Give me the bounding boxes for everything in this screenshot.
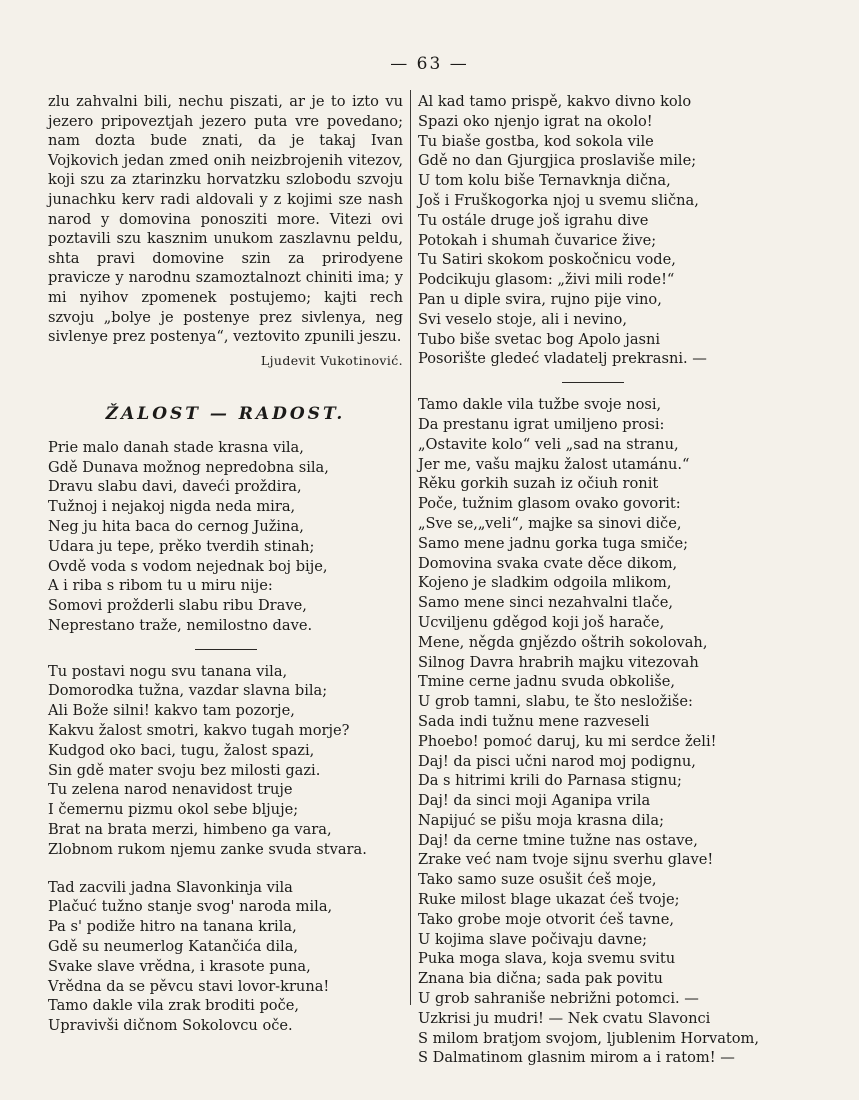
stanza-1 [48, 438, 403, 636]
stanza-gap [48, 860, 403, 878]
verse-line: U grob sahraniše nebrižni potomci. — [418, 990, 699, 1008]
verse-line: Tu zelena narod nenavidost truje [48, 781, 293, 799]
verse-line: Ovdě voda s vodom nejednak boj bije, [48, 557, 328, 575]
verse-line: Da prestanu igrat umiljeno prosi: [418, 415, 665, 433]
verse-line: Rěku gorkih suzah iz očiuh ronit [418, 475, 659, 493]
stanza-3 [48, 878, 403, 1036]
verse-line: Potokah i shumah čuvarice žive; [418, 231, 657, 249]
stanza-separator [562, 382, 624, 383]
verse-line: Svi veselo stoje, ali i nevino, [418, 310, 627, 328]
verse-line: Znana bia dična; sada pak povitu [418, 970, 663, 988]
verse-line: Napijuć se pišu moja krasna dila; [418, 811, 665, 829]
verse-line: Silnog Davra hrabrih majku vitezovah [418, 653, 699, 671]
verse-line: S milom bratjom svojom, ljublenim Horvatom, [418, 1029, 760, 1047]
verse-line: Svake slave vrědna, i krasote puna, [48, 957, 311, 975]
verse-line: U grob tamni, slabu, te što nesložiše: [418, 693, 693, 711]
verse-line: Tužnoj i nejakoj nigda neda mira, [48, 498, 296, 516]
verse-line: Tamo dakle vila zrak broditi poče, [48, 997, 300, 1015]
verse-line: Al kad tamo prispě, kakvo divno kolo [418, 93, 692, 110]
verse-line: Tmine cerne jadnu svuda obkoliše, [418, 673, 676, 691]
verse-line: Tu postavi nogu svu tanana vila, [48, 662, 288, 680]
verse-line: „Ostavite kolo“ veli „sad na stranu, [418, 435, 679, 453]
stanza-2 [48, 662, 403, 860]
verse-line: Somovi prožderli slabu ribu Drave, [48, 597, 307, 615]
verse-line: Tubo biše svetac bog Apolo jasni [418, 330, 661, 348]
verse-line: Domorodka tužna, vazdar slavna bila; [48, 682, 328, 700]
verse-line: Phoebo! pomoć daruj, ku mi serdce želi! [418, 732, 717, 750]
verse-line: Sada indi tužnu mene razveseli [418, 712, 650, 730]
verse-line: Tad zacvili jadna Slavonkinja vila [48, 878, 293, 896]
verse-line: Uzkrisi ju mudri! — Nek cvatu Slavonci [418, 1009, 711, 1027]
verse-line: Još i Fruškogorka njoj u svemu slična, [418, 191, 699, 209]
verse-line: Tu biaše gostba, kod sokola vile [418, 132, 654, 150]
verse-line: Domovina svaka cvate děce dikom, [418, 554, 678, 572]
verse-line: Ucviljenu gděgod koji još harače, [418, 613, 665, 631]
verse-line: Tako samo suze osušit ćeš moje, [418, 871, 657, 889]
left-column [48, 92, 403, 1036]
poem-title: ŽALOST — RADOST. [105, 403, 346, 424]
verse-line: Podcikuju glasom: „živi mili rode!“ [418, 271, 675, 289]
verse-line: Tu Satiri skokom poskočnicu vode, [418, 251, 676, 269]
verse-line: Kudgod oko baci, tugu, žalost spazi, [48, 741, 315, 759]
verse-line: Zrake već nam tvoje sijnu sverhu glave! [418, 851, 714, 869]
prose-block [48, 92, 403, 347]
verse-line: Dravu slabu davi, daveći proždira, [48, 478, 302, 496]
verse-line: Udara ju tepe, prěko tverdih stinah; [48, 537, 315, 555]
verse-line: Prie malo danah stade krasna vila, [48, 438, 304, 456]
verse-line: Neprestano traže, nemilostno dave. [48, 616, 313, 634]
verse-line: Daj! da pisci učni narod moj podignu, [418, 752, 696, 770]
verse-line: Neg ju hita baca do cernog Južina, [48, 517, 304, 535]
right-column [418, 92, 768, 1068]
verse-line: Daj! da sinci moji Aganipa vrila [418, 792, 651, 810]
verse-line: Gdě Dunava možnog nepredobna sila, [48, 458, 329, 476]
verse-line: Sin gdě mater svoju bez milosti gazi. [48, 761, 321, 779]
verse-line: „Sve se,„veli“, majke sa sinovi diče, [418, 514, 682, 532]
verse-line: Posorište gledeć vladatelj prekrasni. — [418, 350, 707, 368]
verse-line: I čemernu pizmu okol sebe bljuje; [48, 801, 299, 819]
verse-line: Upravivši dičnom Sokolovcu oče. [48, 1017, 293, 1035]
prose-paragraph: zlu zahvalni bili, nechu piszati, ar je to izto vu jezero pripoveztjah jezero puta vre povedano; nam dozta bude znati, da je takaj Ivan Vojkovich jedan zmed onih neizbrojenih vitezov, koji szu za ztarinzku horvatzku szlobodu szvoju junachku kerv radi aldovali y z kojimi sze nash narod y domovina ponosziti more. Vitezi ovi poztavili szu kasznim unukom zaszlavnu peldu, shta pravi domovine szin za prirodyene pravicze y narodnu szamoztalnozt chiniti ima; y mi nyihov zpomenek postujemo; kajti rech szvoju „bolye je postenye prez sivlenya, neg sivlenye prez postenya“, veztovito zpunili jeszu. [48, 93, 403, 346]
verse-line: Ruke milost blage ukazat ćeš tvoje; [418, 891, 680, 909]
verse-line: U kojima slave počivaju davne; [418, 930, 648, 948]
stanza-4 [418, 92, 768, 369]
verse-line: Kakvu žalost smotri, kakvo tugah morje? [48, 722, 350, 740]
verse-line: Mene, něgda gnjězdo oštrih sokolovah, [418, 633, 708, 651]
verse-line: Tu ostále druge još igrahu dive [418, 211, 649, 229]
verse-line: Pan u diple svira, rujno pije vino, [418, 290, 662, 308]
verse-line: Pa s' podiže hitro na tanana krila, [48, 918, 297, 936]
verse-line: Gdě no dan Gjurgjica proslaviše mile; [418, 152, 697, 170]
stanza-5 [418, 395, 768, 1068]
verse-line: S Dalmatinom glasnim mirom a i ratom! — [418, 1049, 735, 1067]
verse-line: Spazi oko njenjo igrat na okolo! [418, 112, 653, 130]
verse-line: Samo mene sinci nezahvalni tlače, [418, 594, 673, 612]
verse-line: Ali Bože silni! kakvo tam pozorje, [48, 702, 295, 720]
verse-line: Jer me, vašu majku žalost utamánu.“ [418, 455, 690, 473]
verse-line: U tom kolu biše Ternavknja dična, [418, 172, 671, 190]
page-number: — 63 — [390, 54, 469, 74]
verse-line: Tako grobe moje otvorit ćeš tavne, [418, 910, 674, 928]
verse-line: Poče, tužnim glasom ovako govorit: [418, 495, 681, 513]
author-signature: Ljudevit Vukotinović. [260, 352, 403, 368]
verse-line: Da s hitrimi krili do Parnasa stignu; [418, 772, 682, 790]
verse-line: Brat na brata merzi, himbeno ga vara, [48, 821, 332, 839]
verse-line: Tamo dakle vila tužbe svoje nosi, [418, 396, 662, 414]
stanza-separator [195, 649, 257, 650]
verse-line: Vrědna da se pěvcu stavi lovor-kruna! [48, 977, 330, 995]
verse-line: Plačuć tužno stanje svog' naroda mila, [48, 898, 333, 916]
verse-line: Daj! da cerne tmine tužne nas ostave, [418, 831, 698, 849]
column-divider [410, 90, 411, 1005]
verse-line: Kojeno je sladkim odgoila mlikom, [418, 574, 672, 592]
verse-line: Puka moga slava, koja svemu svitu [418, 950, 676, 968]
verse-line: Zlobnom rukom njemu zanke svuda stvara. [48, 840, 367, 858]
verse-line: A i riba s ribom tu u miru nije: [48, 577, 273, 595]
verse-line: Samo mene jadnu gorka tuga smiče; [418, 534, 689, 552]
verse-line: Gdě su neumerlog Katančića dila, [48, 938, 299, 956]
